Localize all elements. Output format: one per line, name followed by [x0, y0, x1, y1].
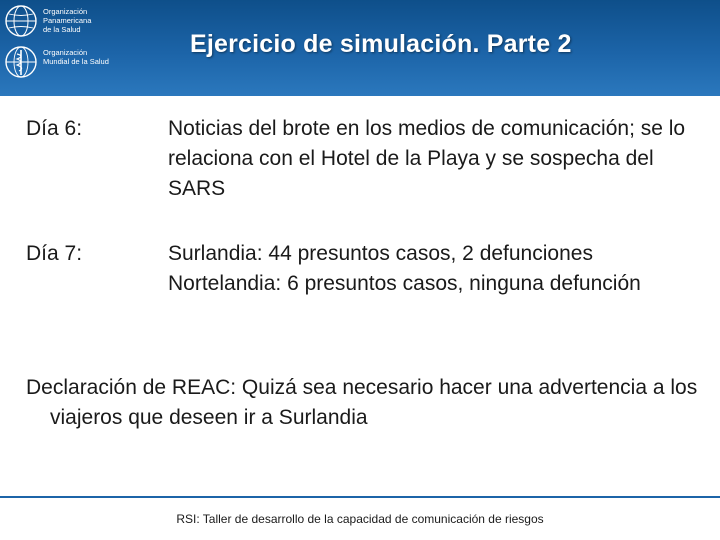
globe-icon: [4, 4, 38, 38]
who-name: [43, 48, 109, 66]
slide-title: Ejercicio de simulación. Parte 2: [190, 30, 572, 58]
day-6-text: Noticias del brote en los medios de comunicación; se lo relaciona con el Hotel de la Playa y se sospecha del SARS: [168, 117, 686, 200]
who-logo: [4, 45, 109, 79]
day-7-nortelandia-text: Nortelandia: 6 presuntos casos, ninguna defunción: [168, 272, 641, 295]
paho-name-line-1: Organización: [43, 7, 88, 16]
footer-divider: [0, 496, 720, 498]
day-7-row: [26, 239, 700, 299]
paho-logo: [4, 4, 91, 38]
header-banner: [0, 0, 720, 96]
paho-name-line-2: Panamericana: [43, 16, 92, 25]
day-7-label: Día 7:: [26, 242, 83, 265]
who-name-line-1: Organización: [43, 48, 88, 57]
day-7-surlandia-text: Surlandia: 44 presuntos casos, 2 defunciones: [168, 242, 593, 265]
paho-name: [43, 7, 91, 34]
day-6-row: [26, 114, 700, 204]
paho-name-line-3: de la Salud: [43, 25, 81, 34]
reac-declaration: Declaración de REAC: Quizá sea necesario hacer una advertencia a los viajeros que deseen ir a Surlandia: [26, 376, 698, 429]
who-emblem-icon: [4, 45, 38, 79]
day-7-content: [168, 239, 700, 299]
day-6-content: [168, 114, 700, 204]
who-name-line-2: Mundial de la Salud: [43, 57, 109, 66]
footer-text: RSI: Taller de desarrollo de la capacidad de comunicación de riesgos: [176, 512, 544, 526]
day-6-label: Día 6:: [26, 117, 83, 140]
